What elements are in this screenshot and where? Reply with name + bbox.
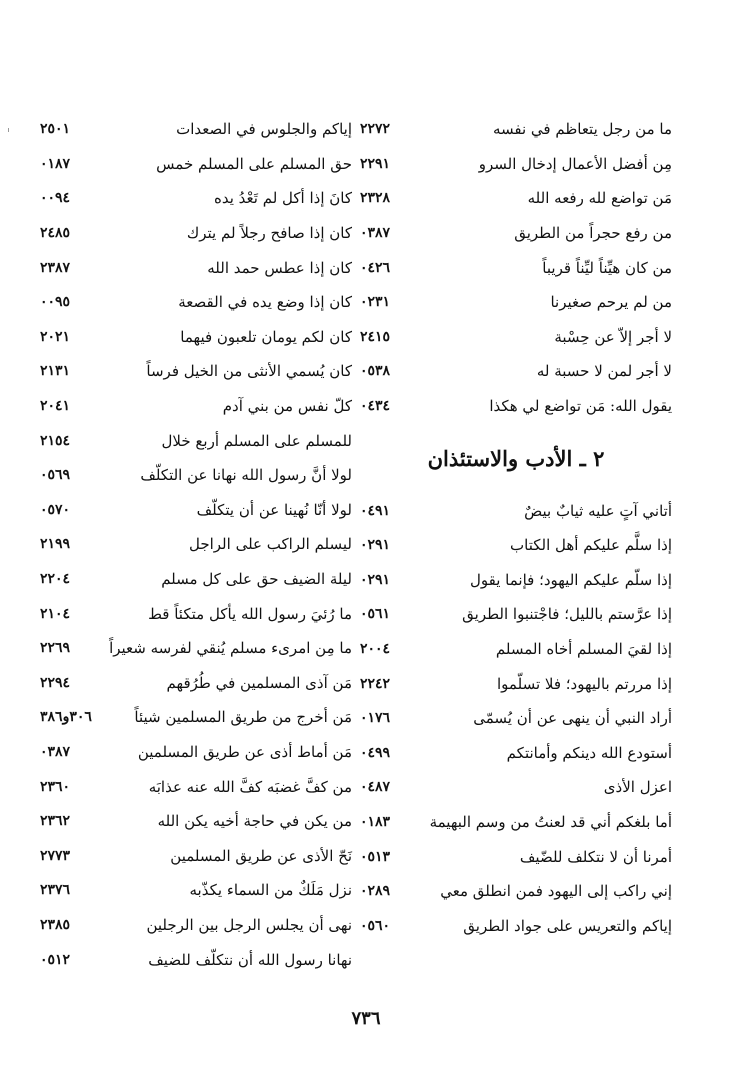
entry-text: كان إذا عطس حمد الله	[207, 258, 352, 277]
entry-number: ٠٢٩١	[360, 571, 391, 588]
entry-number: ٠١٨٧	[40, 155, 71, 172]
entry-number: ٠٥١٣	[360, 848, 391, 865]
index-entry	[360, 666, 672, 701]
index-entry	[40, 458, 352, 493]
index-entry	[360, 805, 672, 840]
entry-number: ٠٣٨٧	[40, 743, 71, 760]
index-entry	[40, 320, 352, 355]
index-entry	[40, 216, 352, 251]
index-entry	[40, 527, 352, 562]
entry-text: مَن أخرج من طريق المسلمين شيئاً	[134, 708, 352, 727]
entry-text: حق المسلم على المسلم خمس	[156, 154, 352, 173]
index-entry	[40, 389, 352, 424]
index-entry	[360, 701, 672, 736]
entry-number: ٠٢٩١	[360, 537, 391, 554]
index-entry	[40, 285, 352, 320]
entry-number: ٠٥٦١	[360, 606, 391, 623]
index-entry	[40, 423, 352, 458]
entry-text: إذا سلّم عليكم اليهود؛ فإنما يقول	[469, 570, 672, 589]
entry-number: ٢٣٢٨	[360, 190, 391, 207]
index-entry	[40, 354, 352, 389]
entry-number: ٠٠٩٥	[40, 294, 71, 311]
entry-number: ٢٤٨٥	[40, 225, 71, 242]
section-heading: ٢ ـ الأدب والاستئذان	[427, 445, 605, 471]
entry-number: ٢١٣١	[40, 363, 71, 380]
entry-number: ٢٠٢١	[40, 328, 71, 345]
index-entry	[360, 320, 672, 355]
entry-number: ٠٢٨٩	[360, 883, 391, 900]
entry-text: كان إذا صافح رجلاً لم يترك	[186, 224, 352, 243]
index-entry	[360, 528, 672, 563]
index-entry	[40, 181, 352, 216]
entry-text: للمسلم على المسلم أربع خلال	[161, 431, 352, 450]
entry-text: ما رُئيَ رسول الله يأكل متكئاً قط	[148, 604, 352, 623]
entry-text: من يكن في حاجة أخيه يكن الله	[157, 812, 352, 831]
entry-text: كان يُسمي الأنثى من الخيل فرساً	[146, 362, 352, 381]
entry-text: من رفع حجراً من الطريق	[514, 224, 672, 243]
index-entry	[360, 563, 672, 598]
entry-number: ٢٤١٥	[360, 328, 391, 345]
entry-text: ما من رجل يتعاظم في نفسه	[492, 120, 672, 139]
left-column	[40, 112, 352, 977]
entry-text: لولا أنّا نُهينا عن أن يتكلّف	[196, 500, 352, 519]
index-entry	[360, 632, 672, 667]
entry-number: ٢١٥٤	[40, 432, 71, 449]
index-entry	[40, 908, 352, 943]
entry-number: ٠٤٢٦	[360, 259, 391, 276]
entry-number: ٠٥٣٨	[360, 363, 391, 380]
index-entry	[360, 908, 672, 943]
entry-number: ٢٢٠٤	[40, 571, 71, 588]
entry-text: أستودع الله دينكم وأمانتكم	[506, 743, 672, 762]
entry-text: نَحّ الأذى عن طريق المسلمين	[170, 846, 352, 865]
index-entry	[360, 181, 672, 216]
index-entry	[360, 147, 672, 182]
index-entry	[360, 839, 672, 874]
entry-text: يقول الله: مَن تواضع لي هكذا	[489, 397, 672, 416]
entry-number: ٠٤٩٩	[360, 744, 391, 761]
entry-text: كانَ إذا أكل لم تَعْدُ يده	[214, 189, 352, 208]
entry-number: ٠١٧٦	[360, 710, 391, 727]
entry-number: ٢٣٨٧	[40, 259, 71, 276]
entry-text: كان لكم يومان تلعبون فيهما	[180, 327, 352, 346]
index-entry	[360, 216, 672, 251]
entry-number: ٠٤٨٧	[360, 779, 391, 796]
entry-number: ٠٥٧٠	[40, 501, 71, 518]
index-entry	[40, 804, 352, 839]
entry-number: ٠٤٩١	[360, 502, 391, 519]
entry-number: ٢٠٠٤	[360, 641, 391, 658]
entry-text: إياكم والتعريس على جواد الطريق	[463, 916, 672, 935]
entry-number: ٠٣٨٧	[360, 225, 391, 242]
entry-text: مِن أفضل الأعمال إدخال السرو	[478, 154, 672, 173]
index-entry	[40, 838, 352, 873]
index-entry	[40, 735, 352, 770]
entry-number: ٠٥١٢	[40, 951, 71, 968]
entry-number: ٢٢٧٢	[360, 121, 391, 138]
entry-number: ٠٢٣١	[360, 294, 391, 311]
entry-text: من لم يرحم صغيرنا	[550, 293, 672, 312]
index-entry	[40, 250, 352, 285]
index-entry	[360, 389, 672, 424]
margin-mark	[8, 128, 13, 132]
entry-number: ٢١٩٩	[40, 536, 71, 553]
entry-number: ٢٢٩٤	[40, 674, 71, 691]
entry-text: كلّ نفس من بني آدم	[222, 397, 352, 416]
index-entry	[40, 769, 352, 804]
index-entry	[40, 596, 352, 631]
index-entry	[360, 597, 672, 632]
entry-number: ٢١٠٤	[40, 605, 71, 622]
entry-text: نهى أن يجلس الرجل بين الرجلين	[146, 915, 352, 934]
entry-number: ٠٥٦٩	[40, 467, 71, 484]
entry-text: أما بلغكم أني قد لعنتُ من وسم البهيمة	[429, 812, 672, 831]
entry-text: مَن تواضع لله رفعه الله	[527, 189, 672, 208]
entry-text: إذا عرَّستم بالليل؛ فاجْتنبوا الطريق	[462, 605, 672, 624]
index-entry	[40, 631, 352, 666]
entry-number: ٢٧٧٣	[40, 847, 71, 864]
index-entry	[360, 736, 672, 771]
entry-number: ٢٢٤٢	[360, 675, 391, 692]
entry-text: ليسلم الراكب على الراجل	[188, 535, 352, 554]
entry-text: من كفَّ غضبَه كفَّ الله عنه عذابَه	[148, 777, 352, 796]
entry-text: إني راكب إلى اليهود فمن انطلق معي	[440, 882, 672, 901]
entry-text: اعزل الأذى	[603, 778, 672, 797]
index-entry	[40, 147, 352, 182]
entry-text: إذا مررتم باليهود؛ فلا تسلّموا	[497, 674, 672, 693]
index-entry	[40, 493, 352, 528]
entry-number: ٢٣٧٦	[40, 882, 71, 899]
index-entry	[360, 250, 672, 285]
entry-text: لا أجر إلاّ عن حِسْبة	[554, 327, 672, 346]
entry-text: نهانا رسول الله أن نتكلّف للضيف	[148, 950, 352, 969]
entry-number: ٢٢٩١	[360, 155, 391, 172]
index-entry	[40, 700, 352, 735]
index-entry	[360, 112, 672, 147]
entry-number: ٠٤٣٤	[360, 398, 391, 415]
page-number: ٧٣٦	[351, 1008, 381, 1029]
entry-number: ٢٣٦٠	[40, 778, 71, 795]
entry-text: مَن آذى المسلمين في طُرُقهم	[166, 673, 352, 692]
index-entry	[360, 874, 672, 909]
entry-number: ٣٠٦و٣٨٦	[40, 709, 92, 726]
entry-number: ٢٥٠١	[40, 121, 71, 138]
entry-text: ليلة الضيف حق على كل مسلم	[161, 570, 352, 589]
entry-text: لا أجر لمن لا حسبة له	[536, 362, 672, 381]
entry-number: ٢٣٦٢	[40, 813, 71, 830]
entry-text: إياكم والجلوس في الصعدات	[176, 120, 352, 139]
index-entry	[40, 112, 352, 147]
entry-number: ٠٠٩٤	[40, 190, 71, 207]
entry-text: من كان هيِّناً ليِّناً قريباً	[542, 258, 672, 277]
right-column	[360, 112, 672, 943]
entry-text: أمرنا أن لا نتكلف للضّيف	[519, 847, 672, 866]
index-entry	[360, 285, 672, 320]
index-entry	[40, 666, 352, 701]
entry-text: أتاني آتٍ عليه ثيابٌ بيضٌ	[524, 501, 672, 520]
index-entry	[360, 770, 672, 805]
entry-text: كان إذا وضع يده في القصعة	[178, 293, 352, 312]
entry-text: مَن أماط أذى عن طريق المسلمين	[137, 742, 352, 761]
entry-number: ٠٥٦٠	[360, 917, 391, 934]
index-entry	[360, 354, 672, 389]
entry-text: ما مِن امرىء مسلم يُنقي لفرسه شعيراً	[109, 639, 352, 658]
index-entry	[40, 873, 352, 908]
entry-number: ٢٠٤١	[40, 398, 71, 415]
entry-text: أراد النبي أن ينهى عن أن يُسمّى	[473, 709, 672, 728]
entry-number: ٢٣٨٥	[40, 916, 71, 933]
right-entries-top	[360, 112, 672, 423]
entry-number: ٢٢٦٩	[40, 640, 71, 657]
index-entry	[40, 562, 352, 597]
index-entry	[360, 493, 672, 528]
index-entry	[40, 942, 352, 977]
entry-text: إذا لقيَ المسلم أخاه المسلم	[495, 640, 672, 659]
entry-text: إذا سلَّم عليكم أهل الكتاب	[510, 536, 672, 555]
right-entries-bottom	[360, 493, 672, 943]
entry-text: نزل مَلَكٌ من السماء يكذّبه	[189, 881, 352, 900]
entry-number: ٠١٨٣	[360, 813, 391, 830]
entry-text: لولا أنَّ رسول الله نهانا عن التكلّف	[140, 466, 352, 485]
